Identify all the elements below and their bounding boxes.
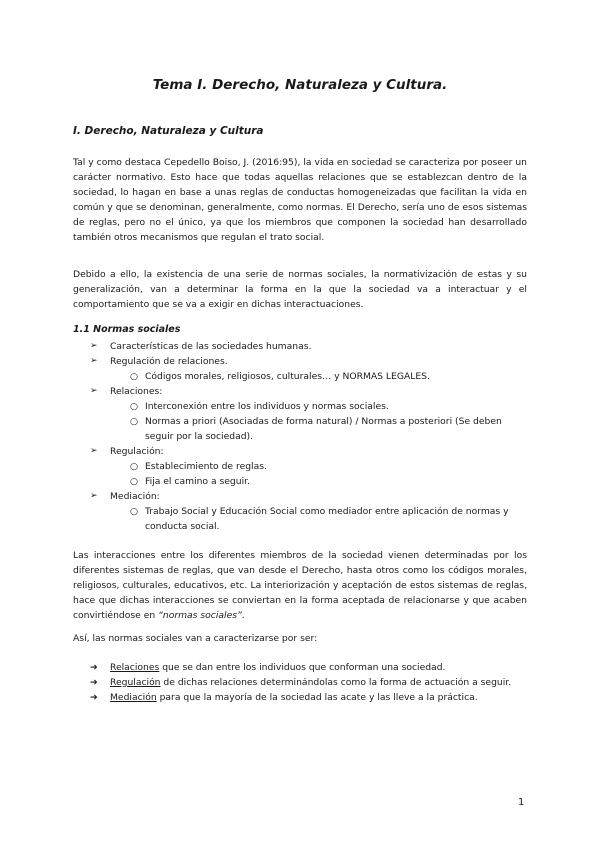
arrow-bullet-icon: ➔ <box>90 677 98 688</box>
arrowhead-bullet-icon: ➢ <box>90 356 98 366</box>
arrowhead-bullet-icon: ➢ <box>90 341 98 351</box>
arrowhead-bullet-icon: ➢ <box>90 446 98 456</box>
paragraph-4: Así, las normas sociales van a caracterizarse por ser: <box>73 633 318 644</box>
arrowhead-bullet-icon: ➢ <box>90 386 98 396</box>
sub-list-item-text: Fija el camino a seguir. <box>145 476 250 487</box>
paragraph-3-end: . <box>241 610 245 621</box>
sub-list-item <box>90 504 526 534</box>
list-item-text: Características de las sociedades humanas. <box>110 341 312 352</box>
circle-bullet-icon: ○ <box>130 476 139 487</box>
arrow-list-item <box>90 675 526 690</box>
arrow-item-text: para que la mayoría de la sociedad las acate y las lleve a la práctica. <box>156 692 478 703</box>
sub-list-item <box>90 399 526 414</box>
sub-list-item-text: Códigos morales, religiosos, culturales… y NORMAS LEGALES. <box>145 371 430 382</box>
sub-list-item-text: Interconexión entre los individuos y normas sociales. <box>145 401 389 412</box>
circle-bullet-icon: ○ <box>130 401 139 412</box>
list-item-text: Regulación: <box>110 446 164 457</box>
arrow-list <box>90 660 526 705</box>
sub-list-item <box>90 474 526 489</box>
arrow-item-term: Mediación <box>110 692 157 703</box>
arrow-list-item <box>90 690 526 705</box>
list-item-text: Mediación: <box>110 491 160 502</box>
arrow-item-text: de dichas relaciones determinándolas como la forma de actuación a seguir. <box>160 677 512 688</box>
sub-list-item-text: Establecimiento de reglas. <box>145 461 267 472</box>
sub-list-item-text: Trabajo Social y Educación Social como mediador entre aplicación de normas y conducta social. <box>145 506 509 532</box>
arrow-bullet-icon: ➔ <box>90 692 98 703</box>
list-item <box>90 489 526 504</box>
section-heading: I. Derecho, Naturaleza y Cultura <box>73 125 264 137</box>
bullet-list <box>90 339 526 534</box>
sub-list-item <box>90 414 526 444</box>
arrow-item-term: Regulación <box>110 677 161 688</box>
circle-bullet-icon: ○ <box>130 371 139 382</box>
circle-bullet-icon: ○ <box>130 461 139 472</box>
page-number: 1 <box>518 797 525 808</box>
arrow-item-term: Relaciones <box>110 662 160 673</box>
list-item <box>90 444 526 459</box>
sub-list-item-text: Normas a priori (Asociadas de forma natural) / Normas a posteriori (Se deben seguir por la sociedad). <box>145 416 502 442</box>
list-item-text: Regulación de relaciones. <box>110 356 228 367</box>
sub-list-item <box>90 459 526 474</box>
paragraph-2: Debido a ello, la existencia de una serie de normas sociales, la normativización de estas y su generalización, van a determinar la forma en la que la sociedad va a interactuar y el comportamiento que se va a exigir en dichas interactuaciones. <box>73 269 527 310</box>
subsection-heading: 1.1 Normas sociales <box>73 324 181 335</box>
page-title: Tema I. Derecho, Naturaleza y Cultura. <box>152 77 448 93</box>
paragraph-3 <box>73 548 527 623</box>
paragraph-3-italic: “normas sociales” <box>158 610 242 621</box>
list-item <box>90 354 526 369</box>
arrow-item-text: que se dan entre los individuos que conforman una sociedad. <box>159 662 446 673</box>
circle-bullet-icon: ○ <box>130 416 139 427</box>
sub-list-item <box>90 369 526 384</box>
paragraph-3-text: Las interacciones entre los diferentes miembros de la sociedad vienen determinadas por los diferentes sistemas de reglas, que van desde el Derecho, hasta otros como los códigos morales, religiosos, culturales, educativos, etc. La interiorización y aceptación de estos sistemas de reglas, hace que dichas interacciones se conviertan en la forma aceptada de relacionarse y que acaben convirtiéndose en <box>73 550 527 621</box>
arrow-bullet-icon: ➔ <box>90 662 98 673</box>
list-item-text: Relaciones: <box>110 386 163 397</box>
circle-bullet-icon: ○ <box>130 506 139 517</box>
paragraph-1: Tal y como destaca Cepedello Boiso, J. (2016:95), la vida en sociedad se caracteriza por poseer un carácter normativo. Esto hace que todas aquellas relaciones que se establezcan dentro de la sociedad, lo hagan en base a unas reglas de conductas homogeneizadas que facilitan la vida en común y que se denominan, generalmente, como normas. El Derecho, sería uno de esos sistemas de reglas, pero no el único, ya que los miembros que componen la sociedad han desarrollado también otros mecanismos que regulan el trato social. <box>73 157 527 243</box>
arrowhead-bullet-icon: ➢ <box>90 491 98 501</box>
list-item <box>90 384 526 399</box>
arrow-list-item <box>90 660 526 675</box>
list-item <box>90 339 526 354</box>
